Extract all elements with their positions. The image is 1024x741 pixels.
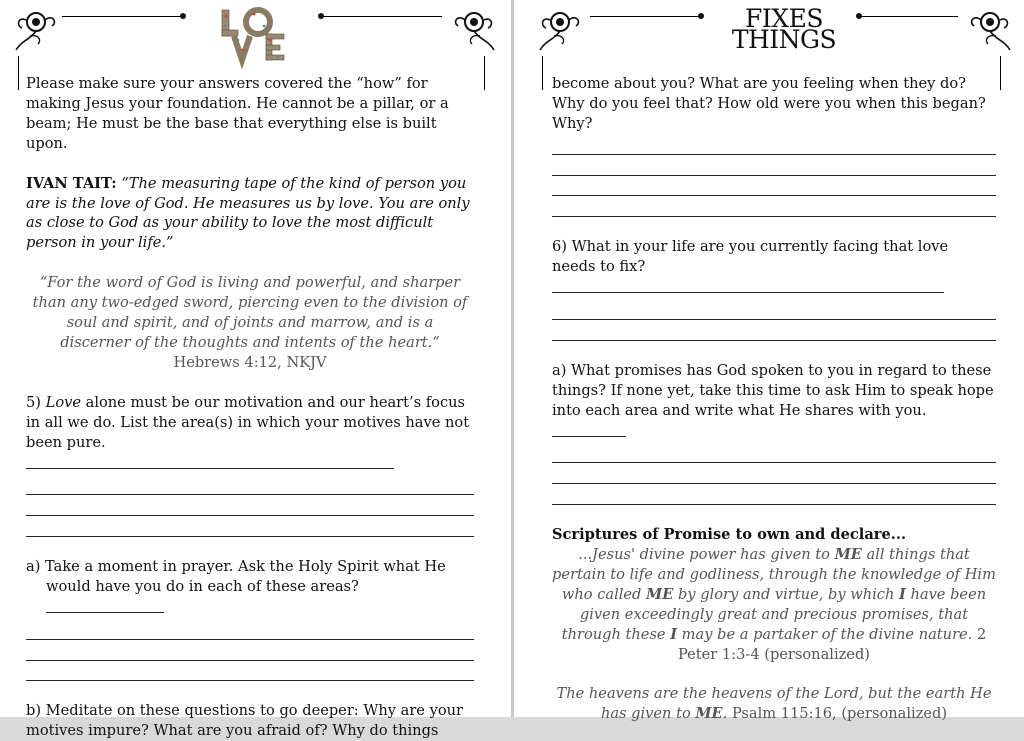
header-rule <box>590 16 700 17</box>
answer-line[interactable] <box>552 299 996 320</box>
flourish-ornament-icon <box>8 6 68 56</box>
right-page <box>514 0 1024 723</box>
answer-line[interactable] <box>552 442 996 463</box>
quote-text: “The measuring tape of the kind of person you are is the love of God. He measures us by love. You are only as close to God as your ability to love the most difficult person in your life.” <box>26 174 470 252</box>
question-5b: b) Meditate on these questions to go deeper: Why are your motives impure? What are you afraid of? Why do things <box>26 702 463 740</box>
emphasis-word: ME <box>695 705 723 723</box>
answer-blank[interactable] <box>26 453 394 469</box>
promise-scripture-2 <box>552 684 996 724</box>
answer-line[interactable] <box>552 463 996 484</box>
answer-line[interactable] <box>552 484 996 505</box>
right-column <box>552 74 996 724</box>
page-border <box>18 56 19 90</box>
page-border <box>484 56 485 90</box>
emphasis-word: I <box>670 625 678 643</box>
header-rule <box>858 16 958 17</box>
question-text: a) Take a moment in prayer. Ask the Holy Spirit what He would have you do in each of these areas? <box>26 558 446 595</box>
scripture-text: may be a partaker of the divine nature. <box>677 625 973 643</box>
answer-line[interactable] <box>26 474 474 495</box>
intro-paragraph: Please make sure your answers covered the “how” for making Jesus your foundation. He cannot be a pillar, or a beam; He must be the base that everything else is built upon. <box>26 75 449 152</box>
title-line-1: FIXES <box>745 4 823 33</box>
rule-end-ornament-icon <box>316 10 326 22</box>
answer-line[interactable] <box>552 134 996 155</box>
question-5a <box>26 557 474 619</box>
page-border <box>1000 56 1001 90</box>
scripture-quote <box>26 273 474 373</box>
promise-scripture-1 <box>552 545 996 664</box>
answer-blank[interactable] <box>552 421 626 437</box>
question-text: 6) What in your life are you currently facing that love needs to fix? <box>552 238 949 276</box>
rule-end-ornament-icon <box>696 10 706 22</box>
left-column <box>26 74 474 741</box>
scripture-reference: 2 Peter 1:3-4 (personalized) <box>678 625 987 663</box>
emphasis-word: Love <box>45 393 81 411</box>
scripture-text: . <box>722 705 728 723</box>
rule-end-ornament-icon <box>854 10 864 22</box>
ivan-tait-quote <box>26 174 474 254</box>
answer-line[interactable] <box>26 619 474 640</box>
scriptures-heading: Scriptures of Promise to own and declare... <box>552 526 907 544</box>
scripture-text: The heavens are the heavens of the Lord, but the earth He has given to <box>556 685 992 723</box>
love-title-logo <box>218 6 290 62</box>
answer-blank[interactable] <box>46 597 164 613</box>
emphasis-word: ME <box>834 545 862 563</box>
question-text: a) What promises has God spoken to you in regard to these things? If none yet, take this time to ask Him to speak hope into each area and write what He shares with you. <box>552 361 994 419</box>
answer-line[interactable] <box>26 640 474 661</box>
rule-end-ornament-icon <box>178 10 188 22</box>
answer-line[interactable] <box>552 176 996 197</box>
page-border <box>542 56 543 90</box>
continued-questions: become about you? What are you feeling when they do? Why do you feel that? How old were you when this began? Why? <box>552 75 986 132</box>
answer-line[interactable] <box>26 661 474 682</box>
quote-author: IVAN TAIT: <box>26 174 117 192</box>
flourish-ornament-icon <box>442 6 502 56</box>
question-number: 5) <box>26 393 41 411</box>
answer-line[interactable] <box>552 155 996 176</box>
answer-line[interactable] <box>26 495 474 516</box>
answer-line[interactable] <box>552 196 996 217</box>
emphasis-word: I <box>899 585 906 603</box>
fixes-things-title <box>714 6 854 52</box>
flourish-ornament-icon <box>958 6 1018 56</box>
scripture-text: by glory and virtue, by which <box>673 585 899 603</box>
answer-line[interactable] <box>552 320 996 341</box>
flourish-ornament-icon <box>532 6 592 56</box>
answer-blank[interactable] <box>552 277 944 293</box>
scripture-text: all things that pertain to life and godliness, through the knowledge of Him who called <box>552 545 996 603</box>
question-6 <box>552 237 996 299</box>
scripture-text: have been given exceedingly great and precious promises, that through these <box>561 585 987 643</box>
scripture-text: ...Jesus' divine power has given to <box>578 545 835 563</box>
header-rule <box>62 16 182 17</box>
scripture-reference: Hebrews 4:12, NKJV <box>173 353 327 371</box>
left-page <box>0 0 511 740</box>
answer-line[interactable] <box>26 516 474 537</box>
emphasis-word: ME <box>646 585 674 603</box>
scripture-text: “For the word of God is living and powerful, and sharper than any two-edged sword, piercing even to the division of soul and spirit, and of joints and marrow, and is a discerner of the thoughts and intents of the heart.“ <box>32 274 468 351</box>
header-rule <box>320 16 442 17</box>
question-text: alone must be our motivation and our heart’s focus in all we do. List the area(s) in which your motives have not been pure. <box>26 393 470 451</box>
title-line-2: THINGS <box>731 25 837 54</box>
question-6a <box>552 361 996 443</box>
scripture-reference: Psalm 115:16, (personalized) <box>731 705 948 723</box>
question-5 <box>26 393 474 475</box>
